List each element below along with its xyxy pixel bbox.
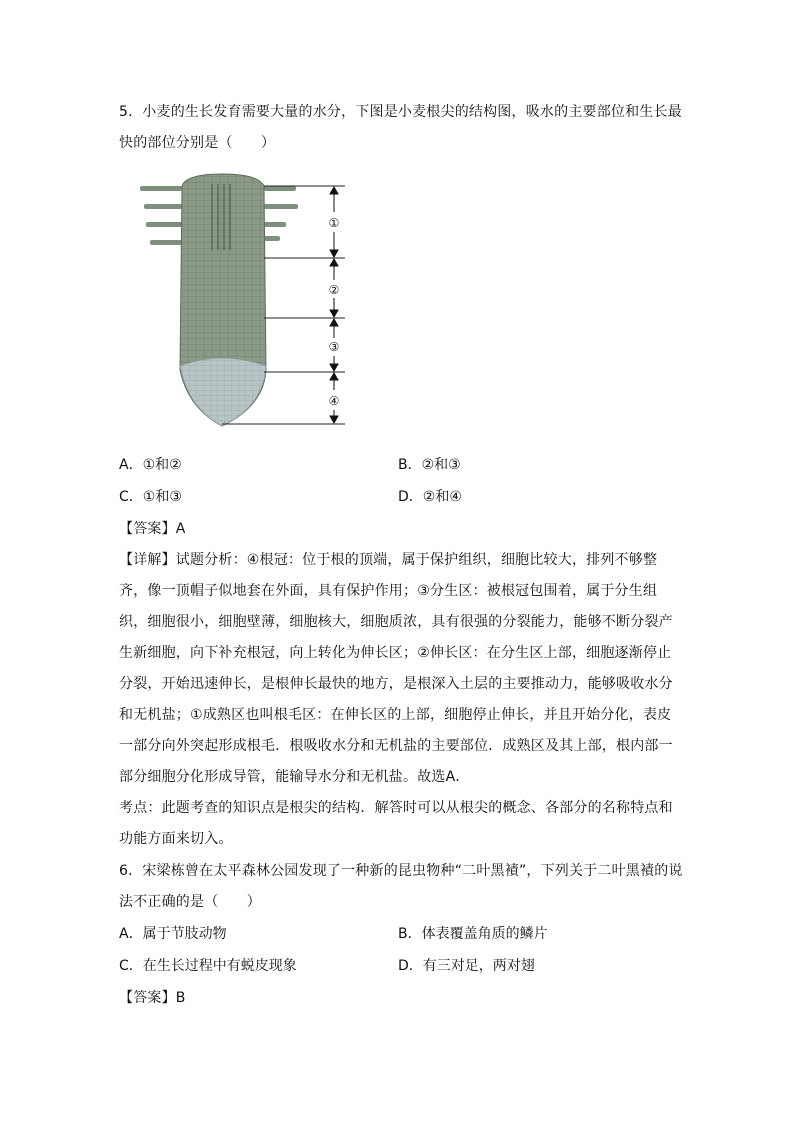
q6-option-d: D．有三对足，两对翅: [398, 958, 535, 974]
zone-label-1: ①: [328, 216, 340, 230]
q5-answer: 【答案】A: [119, 521, 186, 537]
q5-option-d: D．②和④: [398, 489, 462, 505]
q6-stem-line-2: 法不正确的是（ ）: [119, 894, 261, 910]
root-cap: [180, 358, 266, 426]
root-tip-figure: [140, 170, 360, 432]
q5-explanation-line-1: 【详解】试题分析：④根冠：位于根的顶端，属于保护组织，细胞比较大，排列不够整: [119, 552, 658, 568]
q6-option-c: C．在生长过程中有蜕皮现象: [119, 958, 297, 974]
q5-explanation-line-6: 和无机盐；①成熟区也叫根毛区：在伸长区的上部，细胞停止伸长，并且开始分化，表皮: [119, 707, 672, 723]
zone-label-2: ②: [328, 283, 340, 297]
q6-option-b: B．体表覆盖角质的鳞片: [398, 926, 548, 942]
zone-label-3: ③: [328, 340, 340, 354]
zone-label-4: ④: [328, 394, 340, 408]
q6-option-a: A．属于节肢动物: [119, 926, 227, 942]
q5-explanation-line-2: 齐，像一顶帽子似地套在外面，具有保护作用；③分生区：被根冠包围着，属于分生组: [119, 583, 658, 599]
q5-explanation-line-5: 分裂，开始迅速伸长，是根伸长最快的地方，是根深入土层的主要推动力，能够吸收水分: [119, 676, 673, 692]
q5-option-a: A．①和②: [119, 457, 182, 473]
q5-option-c: C．①和③: [119, 489, 182, 505]
q5-stem-line-1: 5．小麦的生长发育需要大量的水分，下图是小麦根尖的结构图，吸水的主要部位和生长最: [119, 104, 682, 120]
root-hairs-right: [264, 186, 298, 241]
q5-stem-line-2: 快的部位分别是（ ）: [119, 135, 276, 151]
q5-kaodian-line-1: 考点：此题考查的知识点是根尖的结构．解答时可以从根尖的概念、各部分的名称特点和: [119, 800, 673, 816]
q5-explanation-line-8: 部分细胞分化形成导管，能输导水分和无机盐。故选A．: [119, 769, 470, 785]
q5-explanation-line-7: 一部分向外突起形成根毛．根吸收水分和无机盐的主要部位．成熟区及其上部，根内部一: [119, 738, 673, 754]
q5-explanation-line-3: 织，细胞很小，细胞壁薄，细胞核大，细胞质浓，具有很强的分裂能力，能够不断分裂产: [119, 614, 673, 630]
q5-option-b: B．②和③: [398, 457, 461, 473]
q6-answer: 【答案】B: [119, 990, 186, 1006]
q5-kaodian-line-2: 功能方面来切入。: [119, 831, 233, 847]
root-hairs-left: [140, 186, 182, 245]
q6-stem-line-1: 6．宋梁栋曾在太平森林公园发现了一种新的昆虫物种“二叶黑襀”，下列关于二叶黑襀的说: [119, 863, 683, 879]
q5-explanation-line-4: 生新细胞，向下补充根冠，向上转化为伸长区；②伸长区：在分生区上部，细胞逐渐停止: [119, 645, 672, 661]
